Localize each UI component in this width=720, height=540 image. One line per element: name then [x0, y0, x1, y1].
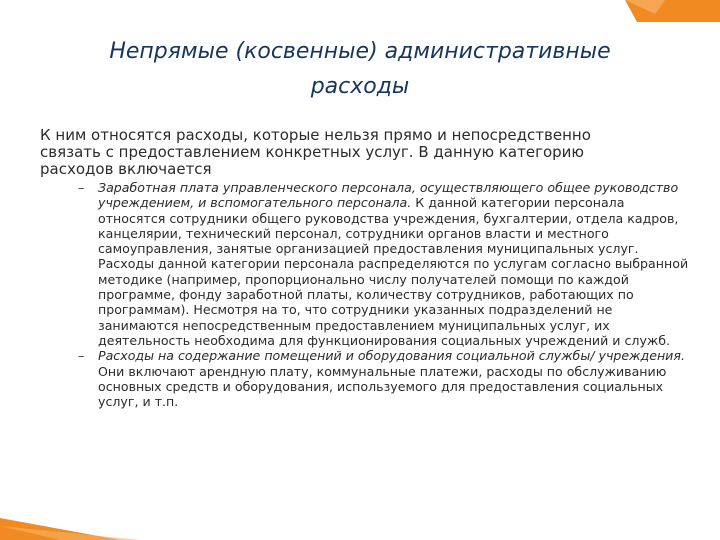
- slide-title: [20, 34, 700, 104]
- bottom-corner-decoration: [0, 518, 140, 540]
- bullet-list: [40, 180, 695, 409]
- bullet-item-salary: [78, 180, 695, 348]
- slide-title-line-2: расходы: [310, 74, 410, 99]
- slide-body: [40, 127, 695, 409]
- bullet-item-premises: [78, 348, 695, 410]
- bullet-marker: –: [78, 348, 85, 364]
- top-corner-decoration: [625, 0, 720, 22]
- bullet-body-text: Они включают арендную плату, коммунальные платежи, расходы по обслуживанию основных средств и оборудования, используемого для предоставления социальных услуг, и т.п.: [98, 363, 667, 410]
- bullet-lead-text: Заработная плата управленческого персонала, осуществляющего общее руководство учреждением, и вспомогательного персонала.: [98, 180, 679, 211]
- intro-paragraph: К ним относятся расходы, которые нельзя прямо и непосредственно связать с предоставлением конкретных услуг. В данную категорию расходов включается: [40, 126, 591, 178]
- bullet-body-text: К данной категории персонала относятся сотрудники общего руководства учреждения, бухгалтерии, отдела кадров, канцелярии, технический персонал, сотрудники органов власти и местного самоуправления, занятые организацией предоставления муниципальных услуг. Расходы данной категории персонала распределяются по услугам согласно выбранной методике (например, пропорционально числу получателей помощи по каждой программе, фонду заработной платы, количеству сотрудников, работающих по программам). Несмотря на то, что сотрудники указанных подразделений не занимаются непосредственным предоставлением муниципальных услуг, их деятельность необходима для функционирования социальных учреждений и служб.: [98, 195, 689, 348]
- bullet-marker: –: [78, 180, 85, 195]
- bullet-lead-text: Расходы на содержание помещений и оборудования социальной службы/ учреждения.: [98, 348, 685, 364]
- slide-title-line-1: Непрямые (косвенные) административные: [109, 39, 611, 64]
